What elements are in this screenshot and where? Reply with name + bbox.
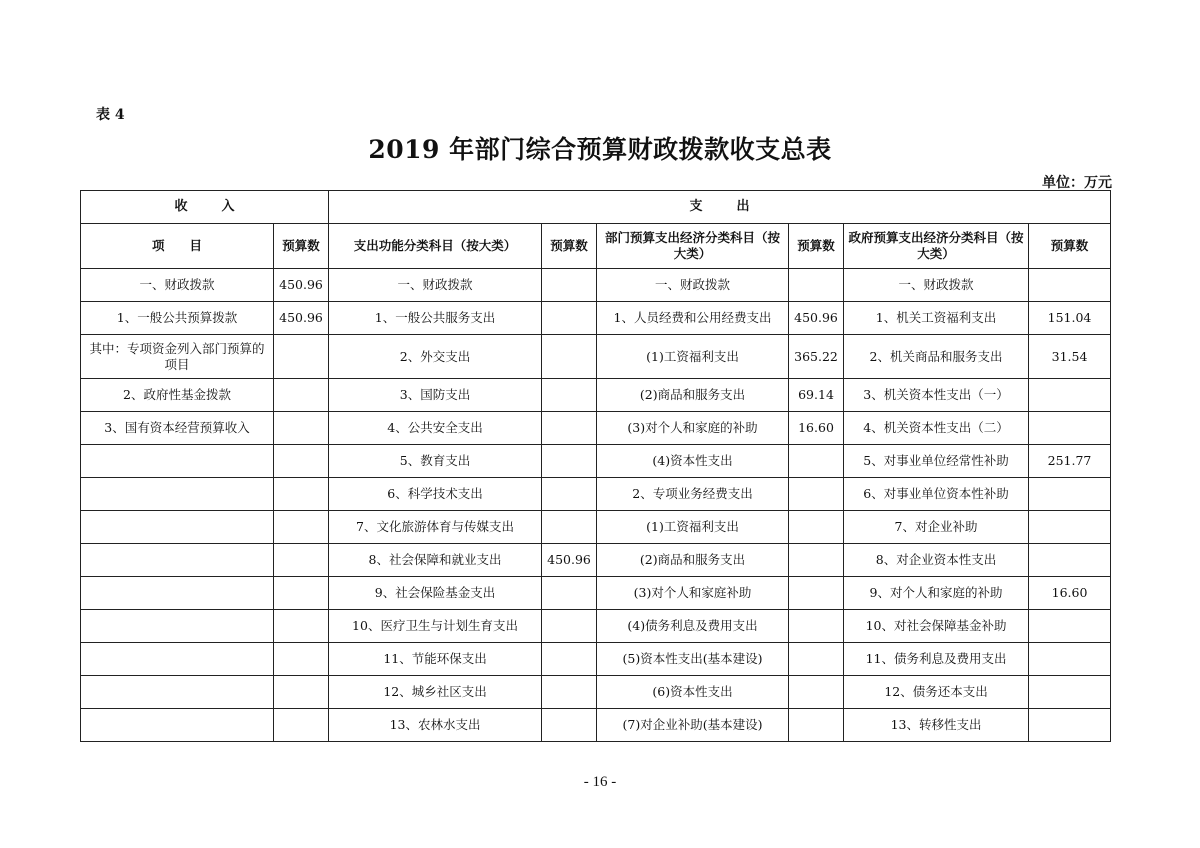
function-budget-cell: 450.96: [542, 544, 597, 577]
income-item-cell: [81, 445, 274, 478]
dept-category-cell: (1)工资福利支出: [597, 511, 789, 544]
gov-budget-cell: [1029, 412, 1111, 445]
function-budget-cell: [542, 302, 597, 335]
function-category-cell: 11、节能环保支出: [329, 643, 542, 676]
income-budget-cell: [274, 643, 329, 676]
income-budget-cell: 450.96: [274, 302, 329, 335]
income-budget-cell: [274, 478, 329, 511]
function-category-cell: 3、国防支出: [329, 379, 542, 412]
header-function-category: 支出功能分类科目（按大类）: [329, 224, 542, 269]
dept-budget-cell: [789, 709, 844, 742]
gov-budget-cell: 251.77: [1029, 445, 1111, 478]
table-row: [81, 709, 1111, 742]
function-category-cell: 8、社会保障和就业支出: [329, 544, 542, 577]
gov-budget-cell: [1029, 478, 1111, 511]
function-category-cell: 12、城乡社区支出: [329, 676, 542, 709]
table-label: 表 4: [96, 107, 125, 123]
income-budget-cell: [274, 544, 329, 577]
gov-budget-cell: 151.04: [1029, 302, 1111, 335]
function-budget-cell: [542, 643, 597, 676]
function-category-cell: 5、教育支出: [329, 445, 542, 478]
unit-label: 单位：万元: [1042, 175, 1112, 191]
function-budget-cell: [542, 335, 597, 379]
gov-budget-cell: [1029, 709, 1111, 742]
dept-budget-cell: [789, 478, 844, 511]
gov-category-cell: 8、对企业资本性支出: [844, 544, 1029, 577]
function-category-cell: 2、外交支出: [329, 335, 542, 379]
income-item-cell: [81, 544, 274, 577]
income-item-cell: [81, 577, 274, 610]
page-number: - 16 -: [583, 774, 617, 790]
table-row: [81, 544, 1111, 577]
income-budget-cell: [274, 412, 329, 445]
function-budget-cell: [542, 412, 597, 445]
gov-category-cell: 3、机关资本性支出（一）: [844, 379, 1029, 412]
income-item-cell: [81, 610, 274, 643]
header-budget-income: 预算数: [274, 224, 329, 269]
income-budget-cell: [274, 511, 329, 544]
function-category-cell: 7、文化旅游体育与传媒支出: [329, 511, 542, 544]
dept-budget-cell: [789, 676, 844, 709]
table-row: [81, 445, 1111, 478]
income-item-cell: 2、政府性基金拨款: [81, 379, 274, 412]
dept-category-cell: (3)对个人和家庭补助: [597, 577, 789, 610]
gov-budget-cell: [1029, 269, 1111, 302]
header-gov-economic-category: 政府预算支出经济分类科目（按大类）: [844, 224, 1029, 269]
dept-category-cell: (2)商品和服务支出: [597, 379, 789, 412]
gov-category-cell: 10、对社会保障基金补助: [844, 610, 1029, 643]
gov-category-cell: 9、对个人和家庭的补助: [844, 577, 1029, 610]
dept-category-cell: (7)对企业补助(基本建设): [597, 709, 789, 742]
dept-category-cell: (1)工资福利支出: [597, 335, 789, 379]
gov-category-cell: 12、债务还本支出: [844, 676, 1029, 709]
gov-budget-cell: [1029, 610, 1111, 643]
gov-category-cell: 11、债务利息及费用支出: [844, 643, 1029, 676]
table-row: [81, 511, 1111, 544]
expense-section-header: 支出: [329, 191, 1111, 224]
dept-budget-cell: 365.22: [789, 335, 844, 379]
income-budget-cell: [274, 577, 329, 610]
income-budget-cell: [274, 676, 329, 709]
function-category-cell: 4、公共安全支出: [329, 412, 542, 445]
dept-category-cell: 2、专项业务经费支出: [597, 478, 789, 511]
header-budget-function: 预算数: [542, 224, 597, 269]
function-budget-cell: [542, 676, 597, 709]
income-item-cell: 其中：专项资金列入部门预算的项目: [81, 335, 274, 379]
income-budget-cell: [274, 335, 329, 379]
dept-budget-cell: [789, 544, 844, 577]
dept-budget-cell: [789, 445, 844, 478]
dept-category-cell: 一、财政拨款: [597, 269, 789, 302]
function-budget-cell: [542, 577, 597, 610]
dept-budget-cell: [789, 511, 844, 544]
dept-category-cell: 1、人员经费和公用经费支出: [597, 302, 789, 335]
function-budget-cell: [542, 269, 597, 302]
income-budget-cell: [274, 709, 329, 742]
income-item-cell: 1、一般公共预算拨款: [81, 302, 274, 335]
dept-budget-cell: 16.60: [789, 412, 844, 445]
function-category-cell: 10、医疗卫生与计划生育支出: [329, 610, 542, 643]
function-budget-cell: [542, 445, 597, 478]
income-budget-cell: [274, 379, 329, 412]
table-row: [81, 676, 1111, 709]
gov-category-cell: 2、机关商品和服务支出: [844, 335, 1029, 379]
gov-budget-cell: 31.54: [1029, 335, 1111, 379]
gov-category-cell: 13、转移性支出: [844, 709, 1029, 742]
header-item: 项 目: [81, 224, 274, 269]
dept-category-cell: (3)对个人和家庭的补助: [597, 412, 789, 445]
dept-budget-cell: [789, 577, 844, 610]
gov-budget-cell: [1029, 676, 1111, 709]
dept-budget-cell: 69.14: [789, 379, 844, 412]
function-category-cell: 6、科学技术支出: [329, 478, 542, 511]
section-header-row: [81, 191, 1111, 224]
income-budget-cell: 450.96: [274, 269, 329, 302]
income-item-cell: [81, 676, 274, 709]
gov-budget-cell: [1029, 379, 1111, 412]
dept-category-cell: (5)资本性支出(基本建设): [597, 643, 789, 676]
dept-category-cell: (4)资本性支出: [597, 445, 789, 478]
table-row: [81, 335, 1111, 379]
income-item-cell: [81, 709, 274, 742]
function-budget-cell: [542, 610, 597, 643]
budget-table: [80, 190, 1111, 742]
income-item-cell: 3、国有资本经营预算收入: [81, 412, 274, 445]
income-section-header: 收入: [81, 191, 329, 224]
table-row: [81, 478, 1111, 511]
function-category-cell: 一、财政拨款: [329, 269, 542, 302]
table-row: [81, 610, 1111, 643]
function-category-cell: 13、农林水支出: [329, 709, 542, 742]
header-dept-economic-category: 部门预算支出经济分类科目（按大类）: [597, 224, 789, 269]
gov-category-cell: 4、机关资本性支出（二）: [844, 412, 1029, 445]
column-header-row: [81, 224, 1111, 269]
gov-category-cell: 1、机关工资福利支出: [844, 302, 1029, 335]
header-budget-gov: 预算数: [1029, 224, 1111, 269]
dept-budget-cell: 450.96: [789, 302, 844, 335]
gov-budget-cell: [1029, 643, 1111, 676]
header-budget-dept: 预算数: [789, 224, 844, 269]
function-budget-cell: [542, 478, 597, 511]
function-category-cell: 9、社会保险基金支出: [329, 577, 542, 610]
dept-budget-cell: [789, 643, 844, 676]
function-budget-cell: [542, 379, 597, 412]
gov-category-cell: 7、对企业补助: [844, 511, 1029, 544]
income-item-cell: [81, 643, 274, 676]
gov-budget-cell: [1029, 544, 1111, 577]
dept-category-cell: (6)资本性支出: [597, 676, 789, 709]
dept-category-cell: (4)债务利息及费用支出: [597, 610, 789, 643]
income-item-cell: [81, 511, 274, 544]
table-row: [81, 302, 1111, 335]
income-item-cell: [81, 478, 274, 511]
gov-budget-cell: 16.60: [1029, 577, 1111, 610]
income-item-cell: 一、财政拨款: [81, 269, 274, 302]
gov-category-cell: 5、对事业单位经常性补助: [844, 445, 1029, 478]
table-row: [81, 269, 1111, 302]
page-title: 2019 年部门综合预算财政拨款收支总表: [368, 135, 832, 164]
income-budget-cell: [274, 610, 329, 643]
function-budget-cell: [542, 709, 597, 742]
function-budget-cell: [542, 511, 597, 544]
dept-budget-cell: [789, 269, 844, 302]
table-row: [81, 379, 1111, 412]
function-category-cell: 1、一般公共服务支出: [329, 302, 542, 335]
table-row: [81, 643, 1111, 676]
table-row: [81, 577, 1111, 610]
dept-budget-cell: [789, 610, 844, 643]
income-budget-cell: [274, 445, 329, 478]
gov-category-cell: 6、对事业单位资本性补助: [844, 478, 1029, 511]
table-row: [81, 412, 1111, 445]
dept-category-cell: (2)商品和服务支出: [597, 544, 789, 577]
gov-budget-cell: [1029, 511, 1111, 544]
gov-category-cell: 一、财政拨款: [844, 269, 1029, 302]
